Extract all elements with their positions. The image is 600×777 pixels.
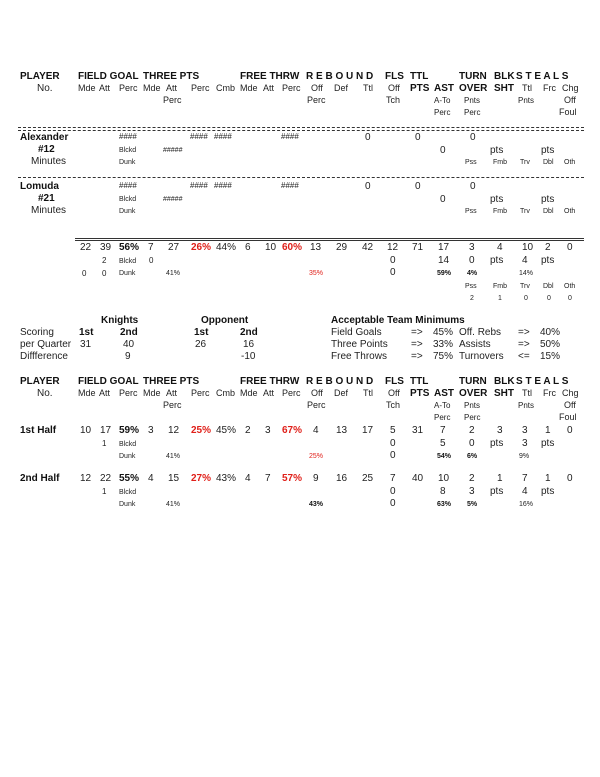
sub-pts: PTS [410, 83, 430, 94]
ft-value: #### [281, 132, 299, 141]
total-cell: 35% [309, 270, 324, 277]
col-freethrw: FREE THRW [240, 71, 300, 82]
half-cell: 7 [390, 473, 396, 484]
sub-ato: A-To [434, 401, 451, 410]
scoring-label: Scoring [20, 327, 54, 338]
sub-att2: Att [166, 83, 178, 93]
half-cell: Dunk [119, 453, 136, 460]
player-name: Lomuda [20, 181, 59, 192]
min-value: 75% [433, 351, 454, 362]
half-cell: 17 [100, 425, 112, 436]
trv-label: Trv [520, 159, 530, 166]
half-name: 1st Half [20, 425, 57, 436]
half-cell: 4 [522, 486, 528, 497]
half-cell: 3 [265, 425, 271, 436]
oth-label: Oth [564, 159, 576, 166]
tp-cmb-value: #### [214, 181, 232, 190]
col-no: No. [37, 388, 53, 399]
sub-perc: Perc [119, 388, 138, 398]
sub-att2: Att [166, 388, 178, 398]
col-threepts: THREE PTS [143, 376, 200, 387]
divider [18, 177, 584, 178]
fg-value: #### [119, 181, 137, 190]
col-freethrw: FREE THRW [240, 376, 300, 387]
pts-label: pts [541, 145, 555, 156]
tp-perc-value: ##### [163, 147, 183, 154]
min-value: 33% [433, 339, 454, 350]
sub-cmb: Cmb [216, 388, 236, 398]
sub-overperc: Perc [464, 413, 481, 422]
col-fieldgoal: FIELD GOAL [78, 376, 139, 387]
total-cell: 41% [166, 270, 181, 277]
total-cell: 44% [216, 242, 237, 253]
half-cell: 0 [390, 438, 396, 449]
second-label-opp: 2nd [240, 327, 258, 338]
min-label: Free Throws [331, 351, 387, 362]
first-label: 1st [79, 327, 94, 338]
min-label: Field Goals [331, 327, 382, 338]
fmb-label: Fmb [493, 208, 507, 215]
min-arrow: => [411, 327, 423, 338]
divider [18, 130, 584, 131]
min-label2: Off. Rebs [459, 327, 502, 338]
half-cell: Blckd [119, 441, 137, 448]
sub-perc3: Perc [282, 388, 301, 398]
min-value: 45% [433, 327, 454, 338]
sub-offperc: Perc [307, 95, 326, 105]
knights-label: Knights [101, 315, 139, 326]
total-cell: 12 [387, 242, 399, 253]
total-cell: 42 [362, 242, 374, 253]
sub-chg: Chg [562, 388, 579, 398]
knights-2nd: 40 [123, 339, 135, 350]
half-cell: pts [490, 438, 504, 449]
total-cell: Pss [465, 283, 477, 290]
half-cell: 25% [191, 425, 212, 436]
half-cell: 59% [119, 425, 140, 436]
min-arrow: => [411, 351, 423, 362]
total-cell: Dbl [543, 283, 554, 290]
half-cell: 7 [522, 473, 528, 484]
total-cell: 2 [102, 256, 107, 265]
half-cell: pts [541, 486, 555, 497]
sub-mde3: Mde [240, 388, 258, 398]
total-cell: pts [541, 255, 555, 266]
half-cell: 16% [519, 501, 534, 508]
half-cell: 13 [336, 425, 348, 436]
sub-att3: Att [263, 388, 275, 398]
trv-label: Trv [520, 208, 530, 215]
min-arrow2: => [518, 327, 530, 338]
half-cell: 41% [166, 453, 181, 460]
fls-value: 0 [415, 132, 421, 143]
total-cell: 4 [497, 242, 503, 253]
min-label2: Assists [459, 339, 491, 350]
sub-sht: SHT [494, 83, 514, 94]
col-threepts: THREE PTS [143, 71, 200, 82]
sub-foul: Foul [559, 412, 577, 422]
total-cell: 27 [168, 242, 180, 253]
sub-frc: Frc [543, 388, 556, 398]
first-label-opp: 1st [194, 327, 209, 338]
minimums-title: Acceptable Team Minimums [331, 315, 465, 326]
total-cell: 0 [547, 295, 551, 302]
diff-knights: 9 [125, 351, 131, 362]
half-cell: pts [490, 486, 504, 497]
col-player: PLAYER [20, 71, 60, 82]
half-cell: 0 [390, 486, 396, 497]
half-cell: 27% [191, 473, 212, 484]
fls-value: 0 [415, 181, 421, 192]
pts-label: pts [541, 194, 555, 205]
total-cell: 0 [390, 267, 396, 278]
half-cell: 0 [567, 425, 573, 436]
col-ttl: TTL [410, 71, 429, 82]
sub-overperc: Perc [464, 108, 481, 117]
total-cell: Fmb [493, 283, 507, 290]
half-cell: 45% [216, 425, 237, 436]
half-cell: 8 [440, 486, 446, 497]
sub-mde: Mde [78, 83, 96, 93]
sub-perc2: Perc [191, 83, 210, 93]
sub-sht: SHT [494, 388, 514, 399]
total-cell: 7 [148, 242, 154, 253]
half-cell: 31 [412, 425, 424, 436]
half-cell: 7 [265, 473, 271, 484]
sub-sttl: Ttl [522, 83, 532, 93]
total-cell: 2 [470, 295, 474, 302]
half-cell: 16 [336, 473, 348, 484]
total-cell: 4 [522, 255, 528, 266]
player-name: Alexander [20, 132, 69, 143]
sub-perc3: Perc [282, 83, 301, 93]
sub-perc: Perc [119, 83, 138, 93]
sub-frc: Frc [543, 83, 556, 93]
turn-value: 0 [470, 132, 476, 143]
ast-value: 0 [440, 145, 446, 156]
sub-pnts: Pnts [464, 96, 481, 105]
half-cell: 54% [437, 453, 452, 460]
total-cell: 14% [519, 270, 534, 277]
min-label2: Turnovers [459, 351, 504, 362]
half-cell: 43% [309, 501, 324, 508]
sub-choff: Off [564, 95, 576, 105]
half-cell: 9 [313, 473, 319, 484]
half-cell: pts [541, 438, 555, 449]
player-number: #21 [38, 193, 55, 204]
blckd-label: Blckd [119, 147, 137, 154]
half-cell: 0 [390, 498, 396, 509]
total-cell: 13 [310, 242, 322, 253]
half-cell: Blckd [119, 489, 137, 496]
sub-pnts: Pnts [464, 401, 481, 410]
sub-def: Def [334, 388, 349, 398]
dunk-label: Dunk [119, 208, 136, 215]
total-cell: 22 [80, 242, 92, 253]
col-blk: BLK [494, 376, 515, 387]
sub-spnts: Pnts [518, 401, 535, 410]
total-cell: 10 [522, 242, 534, 253]
half-cell: 0 [567, 473, 573, 484]
half-cell: 15 [168, 473, 180, 484]
sub-sttl: Ttl [522, 388, 532, 398]
sub-astperc: Perc [434, 108, 451, 117]
total-cell: 0 [568, 295, 572, 302]
opponent-2nd: 16 [243, 339, 255, 350]
total-cell: 0 [149, 256, 154, 265]
half-cell: 3 [522, 438, 528, 449]
knights-1st: 31 [80, 339, 92, 350]
half-cell: 40 [412, 473, 424, 484]
player-minutes: Minutes [31, 205, 67, 216]
half-cell: 22 [100, 473, 112, 484]
sub-over: OVER [459, 388, 488, 399]
total-cell: 56% [119, 242, 140, 253]
sub-pts: PTS [410, 388, 430, 399]
half-cell: 2 [469, 473, 475, 484]
total-cell: 0 [469, 255, 475, 266]
divider [75, 238, 584, 239]
sub-def: Def [334, 83, 349, 93]
col-turn: TURN [459, 71, 487, 82]
fg-value: #### [119, 132, 137, 141]
half-cell: 7 [440, 425, 446, 436]
half-cell: 67% [282, 425, 303, 436]
col-fieldgoal: FIELD GOAL [78, 71, 139, 82]
half-cell: 3 [522, 425, 528, 436]
sub-flstch: Tch [386, 95, 401, 105]
sub-off: Off [311, 83, 323, 93]
half-cell: 9% [519, 453, 530, 460]
half-cell: 1 [545, 473, 551, 484]
opponent-1st: 26 [195, 339, 207, 350]
sub-att3: Att [263, 83, 275, 93]
tp-cmb-value: #### [214, 132, 232, 141]
sub-foul: Foul [559, 107, 577, 117]
pts-label: pts [490, 145, 504, 156]
reb-value: 0 [365, 132, 371, 143]
dunk-label: Dunk [119, 159, 136, 166]
min-value2: 40% [540, 327, 561, 338]
total-cell: Oth [564, 283, 576, 290]
total-cell: 60% [282, 242, 303, 253]
half-cell: 5% [467, 501, 478, 508]
col-ttl: TTL [410, 376, 429, 387]
col-steals: S T E A L S [516, 376, 569, 387]
pss-label: Pss [465, 208, 477, 215]
total-cell: 0 [524, 295, 528, 302]
half-cell: 4 [245, 473, 251, 484]
diff-opponent: -10 [241, 351, 256, 362]
ft-value: #### [281, 181, 299, 190]
total-cell: Dunk [119, 270, 136, 277]
half-cell: 0 [390, 450, 396, 461]
half-cell: 5 [390, 425, 396, 436]
half-cell: 6% [467, 453, 478, 460]
min-value2: 50% [540, 339, 561, 350]
half-cell: 55% [119, 473, 140, 484]
sub-perc2: Perc [191, 388, 210, 398]
half-cell: 41% [166, 501, 181, 508]
total-cell: Blckd [119, 258, 137, 265]
half-cell: 2 [245, 425, 251, 436]
total-cell: pts [490, 255, 504, 266]
col-turn: TURN [459, 376, 487, 387]
half-cell: 12 [168, 425, 180, 436]
sub-cmb: Cmb [216, 83, 236, 93]
col-steals: S T E A L S [516, 71, 569, 82]
sub-rttl: Ttl [363, 83, 373, 93]
half-cell: 17 [362, 425, 374, 436]
opponent-label: Opponent [201, 315, 249, 326]
sub-att: Att [99, 388, 111, 398]
col-blk: BLK [494, 71, 515, 82]
sub-offperc: Perc [307, 400, 326, 410]
half-cell: 12 [80, 473, 92, 484]
sub-ast: AST [434, 388, 454, 399]
sub-ast: AST [434, 83, 454, 94]
col-fls: FLS [385, 376, 404, 387]
col-no: No. [37, 83, 53, 94]
total-cell: 26% [191, 242, 212, 253]
sub-mde2: Mde [143, 83, 161, 93]
total-cell: 4% [467, 270, 478, 277]
min-arrow: => [411, 339, 423, 350]
oth-label: Oth [564, 208, 576, 215]
total-cell: 0 [567, 242, 573, 253]
sub-mde2: Mde [143, 388, 161, 398]
sub-flsoff: Off [388, 388, 400, 398]
reb-value: 0 [365, 181, 371, 192]
total-cell: 29 [336, 242, 348, 253]
second-label: 2nd [120, 327, 138, 338]
half-cell: 25% [309, 453, 324, 460]
sub-off: Off [311, 388, 323, 398]
sub-flsoff: Off [388, 83, 400, 93]
dbl-label: Dbl [543, 159, 554, 166]
sub-mde3: Mde [240, 83, 258, 93]
half-cell: 57% [282, 473, 303, 484]
half-cell: Dunk [119, 501, 136, 508]
col-rebound: R E B O U N D [306, 376, 374, 387]
half-cell: 4 [148, 473, 154, 484]
half-cell: 63% [437, 501, 452, 508]
sub-spnts: Pnts [518, 96, 535, 105]
total-cell: 1 [498, 295, 502, 302]
half-cell: 4 [313, 425, 319, 436]
blckd-label: Blckd [119, 196, 137, 203]
half-cell: 2 [469, 425, 475, 436]
total-cell: 0 [390, 255, 396, 266]
tp-value: #### [190, 181, 208, 190]
total-cell: 10 [265, 242, 277, 253]
divider [75, 240, 584, 241]
sub-rttl: Ttl [363, 388, 373, 398]
half-cell: 1 [102, 487, 107, 496]
total-cell: 71 [412, 242, 424, 253]
half-cell: 10 [438, 473, 450, 484]
difference-label: Diffference [20, 351, 68, 362]
sub-over: OVER [459, 83, 488, 94]
tp-value: #### [190, 132, 208, 141]
min-arrow2: => [518, 339, 530, 350]
half-cell: 3 [148, 425, 154, 436]
col-fls: FLS [385, 71, 404, 82]
col-player: PLAYER [20, 376, 60, 387]
col-rebound: R E B O U N D [306, 71, 374, 82]
total-cell: 0 [102, 269, 107, 278]
total-cell: 39 [100, 242, 112, 253]
half-cell: 10 [80, 425, 92, 436]
ast-value: 0 [440, 194, 446, 205]
sub-att: Att [99, 83, 111, 93]
half-cell: 5 [440, 438, 446, 449]
divider [18, 127, 584, 128]
sub-mde: Mde [78, 388, 96, 398]
half-cell: 0 [469, 438, 475, 449]
turn-value: 0 [470, 181, 476, 192]
dbl-label: Dbl [543, 208, 554, 215]
min-value2: 15% [540, 351, 561, 362]
sub-perc2b: Perc [163, 95, 182, 105]
total-cell: 14 [438, 255, 450, 266]
half-cell: 3 [497, 425, 503, 436]
tp-perc-value: ##### [163, 196, 183, 203]
half-cell: 1 [102, 439, 107, 448]
sub-ato: A-To [434, 96, 451, 105]
player-minutes: Minutes [31, 156, 67, 167]
half-cell: 25 [362, 473, 374, 484]
total-cell: 0 [82, 269, 87, 278]
total-cell: 6 [245, 242, 251, 253]
sub-perc2b: Perc [163, 400, 182, 410]
fmb-label: Fmb [493, 159, 507, 166]
pss-label: Pss [465, 159, 477, 166]
pts-label: pts [490, 194, 504, 205]
per-quarter-label: per Quarter [20, 339, 72, 350]
sub-flstch: Tch [386, 400, 401, 410]
sub-choff: Off [564, 400, 576, 410]
total-cell: 17 [438, 242, 450, 253]
total-cell: 59% [437, 270, 452, 277]
min-arrow2: <= [518, 351, 530, 362]
min-label: Three Points [331, 339, 388, 350]
total-cell: Trv [520, 283, 530, 290]
total-cell: 2 [545, 242, 551, 253]
half-cell: 1 [545, 425, 551, 436]
total-cell: 3 [469, 242, 475, 253]
sub-astperc: Perc [434, 413, 451, 422]
half-cell: 1 [497, 473, 503, 484]
half-cell: 3 [469, 486, 475, 497]
half-name: 2nd Half [20, 473, 60, 484]
player-number: #12 [38, 144, 55, 155]
half-cell: 43% [216, 473, 237, 484]
sub-chg: Chg [562, 83, 579, 93]
